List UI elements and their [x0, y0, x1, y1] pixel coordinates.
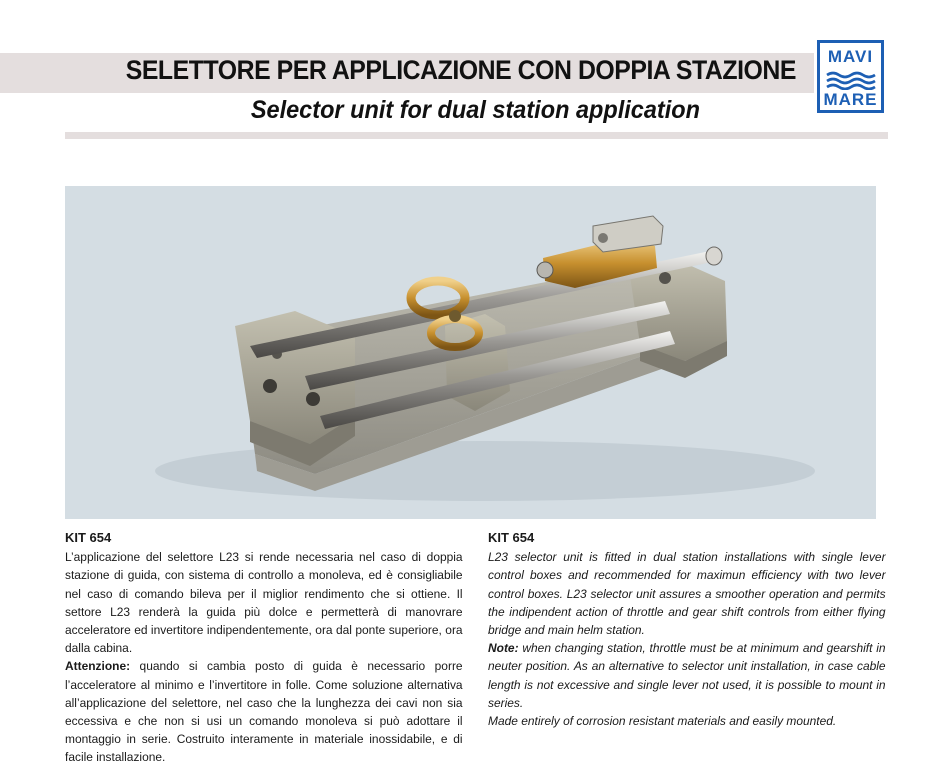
description-italian [65, 529, 463, 767]
page-title-italian: SELETTORE PER APPLICAZIONE CON DOPPIA STAZIONE [125, 55, 796, 85]
selector-unit-illustration [65, 186, 876, 519]
note-text: when changing station, throttle must be at minimum and gearshift in neuter position. As an alternative to selector unit installation, in case cable length is not excessive and single lever not used, it is possible to mount in series. [488, 641, 886, 710]
note-label: Note: [488, 641, 519, 656]
product-photo [65, 186, 876, 519]
paragraph: L23 selector unit is fitted in dual station installations with single lever control boxes and recommended for maximun efficiency with two lever control boxes. L23 selector unit assures a smoother operation and permits the indipendent action of throttle and gear shift controls from either flying bridge and main helm station. [488, 550, 886, 638]
kit-label: KIT 654 [488, 530, 535, 545]
description-english [488, 529, 886, 730]
logo-text-top: MAVI [827, 47, 874, 66]
logo-text-bottom: MARE [823, 90, 878, 109]
attention-text: quando si cambia posto di guida è necessario porre l’acceleratore al minimo e l’invertitore in folle. Come soluzione alternativa all’applicazione del selettore, nel caso che la lunghezza dei cavi non sia eccessiva e che non si usi un comando monoleva si può adottare il montaggio in serie. Costruito interamente in materiale inossidabile, e di facile installazione. [65, 659, 463, 765]
kit-label: KIT 654 [65, 530, 112, 545]
header-divider [65, 132, 888, 139]
paragraph [65, 657, 463, 766]
paragraph [488, 639, 886, 712]
attention-label: Attenzione: [65, 659, 131, 674]
paragraph: Made entirely of corrosion resistant materials and easily mounted. [488, 714, 837, 729]
mavimare-logo [817, 40, 884, 113]
waves-icon [826, 70, 876, 90]
paragraph: L’applicazione del selettore L23 si rende necessaria nel caso di doppia stazione di guida, con sistema di controllo a monoleva, ed è consigliabile nel caso di comando bileva per il miglior rendimento che si ottiene. Il settore L23 renderà la guida più dolce e permetterà di manovrare acceleratore ed invertitore indipendentemente, ora dal ponte superiore, ora dalla cabina. [65, 550, 463, 656]
page-title-english: Selector unit for dual station application [250, 96, 701, 124]
